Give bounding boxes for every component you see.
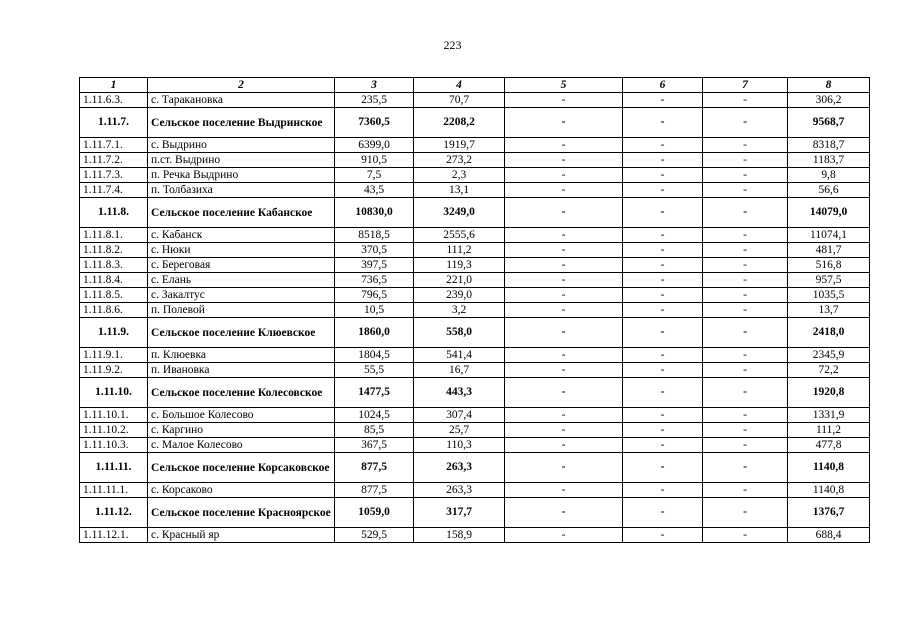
row-code-cell: 1.11.8. [80, 198, 148, 228]
table-row [80, 258, 870, 273]
row-name-cell: Сельское поселение Клюевское [148, 318, 335, 348]
value-cell: 307,4 [414, 408, 505, 423]
total-cell: 1140,8 [788, 453, 870, 483]
row-name-cell: п.ст. Выдрино [148, 153, 335, 168]
value-cell: 796,5 [335, 288, 414, 303]
row-name-cell: Сельское поселение Колесовское [148, 378, 335, 408]
total-cell: 1376,7 [788, 498, 870, 528]
value-cell: - [703, 198, 788, 228]
value-cell: 239,0 [414, 288, 505, 303]
row-name-cell: п. Полевой [148, 303, 335, 318]
value-cell: 1059,0 [335, 498, 414, 528]
table-row [80, 408, 870, 423]
column-header: 5 [505, 78, 623, 93]
value-cell: - [703, 528, 788, 543]
value-cell: - [623, 303, 703, 318]
row-name-cell: Сельское поселение Кабанское [148, 198, 335, 228]
total-cell: 1183,7 [788, 153, 870, 168]
value-cell: 1804,5 [335, 348, 414, 363]
value-cell: - [623, 153, 703, 168]
value-cell: - [703, 303, 788, 318]
value-cell: - [703, 348, 788, 363]
row-name-cell: с. Выдрино [148, 138, 335, 153]
row-name-cell: п. Клюевка [148, 348, 335, 363]
settlement-summary-row [80, 498, 870, 528]
row-code-cell: 1.11.10.2. [80, 423, 148, 438]
value-cell: - [703, 138, 788, 153]
row-code-cell: 1.11.10.3. [80, 438, 148, 453]
value-cell: - [505, 483, 623, 498]
value-cell: - [703, 438, 788, 453]
value-cell: - [505, 183, 623, 198]
row-code-cell: 1.11.8.1. [80, 228, 148, 243]
row-name-cell: с. Красный яр [148, 528, 335, 543]
settlement-summary-row [80, 318, 870, 348]
settlement-summary-row [80, 108, 870, 138]
value-cell: 119,3 [414, 258, 505, 273]
total-cell: 9568,7 [788, 108, 870, 138]
total-cell: 111,2 [788, 423, 870, 438]
value-cell: 736,5 [335, 273, 414, 288]
value-cell: - [505, 198, 623, 228]
column-header: 1 [80, 78, 148, 93]
value-cell: 55,5 [335, 363, 414, 378]
table-body [80, 93, 870, 543]
value-cell: - [623, 228, 703, 243]
value-cell: - [623, 528, 703, 543]
value-cell: - [505, 153, 623, 168]
value-cell: - [703, 288, 788, 303]
value-cell: - [703, 273, 788, 288]
row-code-cell: 1.11.6.3. [80, 93, 148, 108]
table-row [80, 183, 870, 198]
row-name-cell: с. Таракановка [148, 93, 335, 108]
value-cell: 85,5 [335, 423, 414, 438]
total-cell: 957,5 [788, 273, 870, 288]
value-cell: - [703, 258, 788, 273]
value-cell: - [623, 258, 703, 273]
column-header: 7 [703, 78, 788, 93]
row-name-cell: с. Нюки [148, 243, 335, 258]
value-cell: - [505, 93, 623, 108]
value-cell: - [623, 483, 703, 498]
value-cell: - [703, 483, 788, 498]
value-cell: - [703, 408, 788, 423]
value-cell: 910,5 [335, 153, 414, 168]
value-cell: - [505, 168, 623, 183]
row-code-cell: 1.11.9.1. [80, 348, 148, 363]
value-cell: 273,2 [414, 153, 505, 168]
value-cell: 3,2 [414, 303, 505, 318]
total-cell: 1035,5 [788, 288, 870, 303]
value-cell: - [505, 363, 623, 378]
row-code-cell: 1.11.7.1. [80, 138, 148, 153]
total-cell: 8318,7 [788, 138, 870, 153]
total-cell: 688,4 [788, 528, 870, 543]
value-cell: - [505, 453, 623, 483]
value-cell: 1860,0 [335, 318, 414, 348]
table-row [80, 243, 870, 258]
settlement-summary-row [80, 378, 870, 408]
row-code-cell: 1.11.8.3. [80, 258, 148, 273]
value-cell: - [623, 288, 703, 303]
table-row [80, 138, 870, 153]
row-name-cell: п. Толбазиха [148, 183, 335, 198]
value-cell: - [505, 303, 623, 318]
row-name-cell: с. Корсаково [148, 483, 335, 498]
table-row [80, 528, 870, 543]
total-cell: 2418,0 [788, 318, 870, 348]
row-code-cell: 1.11.8.5. [80, 288, 148, 303]
value-cell: 1477,5 [335, 378, 414, 408]
value-cell: - [703, 423, 788, 438]
value-cell: 541,4 [414, 348, 505, 363]
value-cell: - [703, 108, 788, 138]
value-cell: - [505, 273, 623, 288]
column-header: 4 [414, 78, 505, 93]
table-header-row [80, 78, 870, 93]
row-name-cell: с. Малое Колесово [148, 438, 335, 453]
value-cell: - [623, 378, 703, 408]
value-cell: - [505, 243, 623, 258]
data-table [79, 77, 870, 543]
table-row [80, 168, 870, 183]
value-cell: 158,9 [414, 528, 505, 543]
column-header: 8 [788, 78, 870, 93]
value-cell: - [703, 228, 788, 243]
value-cell: 317,7 [414, 498, 505, 528]
value-cell: 221,0 [414, 273, 505, 288]
row-code-cell: 1.11.11. [80, 453, 148, 483]
value-cell: - [703, 93, 788, 108]
value-cell: 110,3 [414, 438, 505, 453]
column-header: 3 [335, 78, 414, 93]
value-cell: - [703, 378, 788, 408]
value-cell: 877,5 [335, 483, 414, 498]
value-cell: - [505, 408, 623, 423]
value-cell: 263,3 [414, 483, 505, 498]
value-cell: - [623, 183, 703, 198]
value-cell: - [703, 183, 788, 198]
value-cell: - [623, 108, 703, 138]
value-cell: - [703, 168, 788, 183]
value-cell: 1919,7 [414, 138, 505, 153]
row-code-cell: 1.11.7.4. [80, 183, 148, 198]
value-cell: - [703, 153, 788, 168]
table-row [80, 423, 870, 438]
row-code-cell: 1.11.10. [80, 378, 148, 408]
table-row [80, 273, 870, 288]
row-code-cell: 1.11.7.2. [80, 153, 148, 168]
value-cell: - [505, 318, 623, 348]
value-cell: - [623, 93, 703, 108]
value-cell: 111,2 [414, 243, 505, 258]
table-row [80, 438, 870, 453]
table-row [80, 93, 870, 108]
row-name-cell: п. Ивановка [148, 363, 335, 378]
row-code-cell: 1.11.9.2. [80, 363, 148, 378]
total-cell: 481,7 [788, 243, 870, 258]
value-cell: 70,7 [414, 93, 505, 108]
row-name-cell: с. Елань [148, 273, 335, 288]
row-code-cell: 1.11.12. [80, 498, 148, 528]
total-cell: 14079,0 [788, 198, 870, 228]
value-cell: - [505, 108, 623, 138]
total-cell: 9,8 [788, 168, 870, 183]
row-code-cell: 1.11.7. [80, 108, 148, 138]
value-cell: 1024,5 [335, 408, 414, 423]
value-cell: 370,5 [335, 243, 414, 258]
value-cell: - [505, 228, 623, 243]
value-cell: - [505, 528, 623, 543]
value-cell: - [505, 378, 623, 408]
row-code-cell: 1.11.8.6. [80, 303, 148, 318]
value-cell: 10830,0 [335, 198, 414, 228]
column-header: 6 [623, 78, 703, 93]
value-cell: - [623, 138, 703, 153]
value-cell: 7360,5 [335, 108, 414, 138]
table-row [80, 228, 870, 243]
value-cell: 2555,6 [414, 228, 505, 243]
row-name-cell: с. Закалтус [148, 288, 335, 303]
value-cell: - [623, 363, 703, 378]
value-cell: 397,5 [335, 258, 414, 273]
value-cell: - [505, 498, 623, 528]
total-cell: 1140,8 [788, 483, 870, 498]
table-row [80, 303, 870, 318]
row-code-cell: 1.11.7.3. [80, 168, 148, 183]
value-cell: 367,5 [335, 438, 414, 453]
total-cell: 1920,8 [788, 378, 870, 408]
value-cell: - [623, 273, 703, 288]
row-name-cell: с. Каргино [148, 423, 335, 438]
value-cell: 443,3 [414, 378, 505, 408]
value-cell: 2208,2 [414, 108, 505, 138]
value-cell: - [623, 498, 703, 528]
row-name-cell: Сельское поселение Корсаковское [148, 453, 335, 483]
value-cell: - [703, 243, 788, 258]
row-name-cell: с. Кабанск [148, 228, 335, 243]
value-cell: - [623, 423, 703, 438]
row-code-cell: 1.11.8.2. [80, 243, 148, 258]
row-code-cell: 1.11.8.4. [80, 273, 148, 288]
value-cell: 2,3 [414, 168, 505, 183]
value-cell: - [505, 288, 623, 303]
value-cell: 43,5 [335, 183, 414, 198]
total-cell: 72,2 [788, 363, 870, 378]
page-number: 223 [443, 38, 462, 52]
value-cell: - [505, 438, 623, 453]
column-header: 2 [148, 78, 335, 93]
value-cell: 235,5 [335, 93, 414, 108]
value-cell: 10,5 [335, 303, 414, 318]
value-cell: - [623, 243, 703, 258]
table-row [80, 288, 870, 303]
value-cell: - [703, 453, 788, 483]
value-cell: - [623, 198, 703, 228]
value-cell: - [623, 408, 703, 423]
row-code-cell: 1.11.10.1. [80, 408, 148, 423]
value-cell: - [505, 138, 623, 153]
value-cell: 263,3 [414, 453, 505, 483]
value-cell: 529,5 [335, 528, 414, 543]
total-cell: 13,7 [788, 303, 870, 318]
value-cell: 7,5 [335, 168, 414, 183]
total-cell: 477,8 [788, 438, 870, 453]
table-row [80, 348, 870, 363]
value-cell: 6399,0 [335, 138, 414, 153]
row-name-cell: с. Береговая [148, 258, 335, 273]
table-row [80, 363, 870, 378]
value-cell: - [505, 423, 623, 438]
total-cell: 306,2 [788, 93, 870, 108]
value-cell: 3249,0 [414, 198, 505, 228]
value-cell: 877,5 [335, 453, 414, 483]
value-cell: - [505, 258, 623, 273]
settlement-summary-row [80, 453, 870, 483]
settlement-summary-row [80, 198, 870, 228]
value-cell: - [623, 453, 703, 483]
total-cell: 11074,1 [788, 228, 870, 243]
value-cell: 558,0 [414, 318, 505, 348]
value-cell: - [505, 348, 623, 363]
value-cell: - [623, 168, 703, 183]
row-code-cell: 1.11.9. [80, 318, 148, 348]
row-code-cell: 1.11.11.1. [80, 483, 148, 498]
row-name-cell: п. Речка Выдрино [148, 168, 335, 183]
total-cell: 1331,9 [788, 408, 870, 423]
value-cell: - [703, 363, 788, 378]
row-name-cell: с. Большое Колесово [148, 408, 335, 423]
table-row [80, 153, 870, 168]
value-cell: 25,7 [414, 423, 505, 438]
value-cell: - [623, 438, 703, 453]
value-cell: - [703, 318, 788, 348]
value-cell: - [703, 498, 788, 528]
row-code-cell: 1.11.12.1. [80, 528, 148, 543]
value-cell: 16,7 [414, 363, 505, 378]
total-cell: 56,6 [788, 183, 870, 198]
value-cell: 8518,5 [335, 228, 414, 243]
table-row [80, 483, 870, 498]
row-name-cell: Сельское поселение Выдринское [148, 108, 335, 138]
value-cell: - [623, 318, 703, 348]
row-name-cell: Сельское поселение Красноярское [148, 498, 335, 528]
total-cell: 2345,9 [788, 348, 870, 363]
value-cell: - [623, 348, 703, 363]
value-cell: 13,1 [414, 183, 505, 198]
total-cell: 516,8 [788, 258, 870, 273]
